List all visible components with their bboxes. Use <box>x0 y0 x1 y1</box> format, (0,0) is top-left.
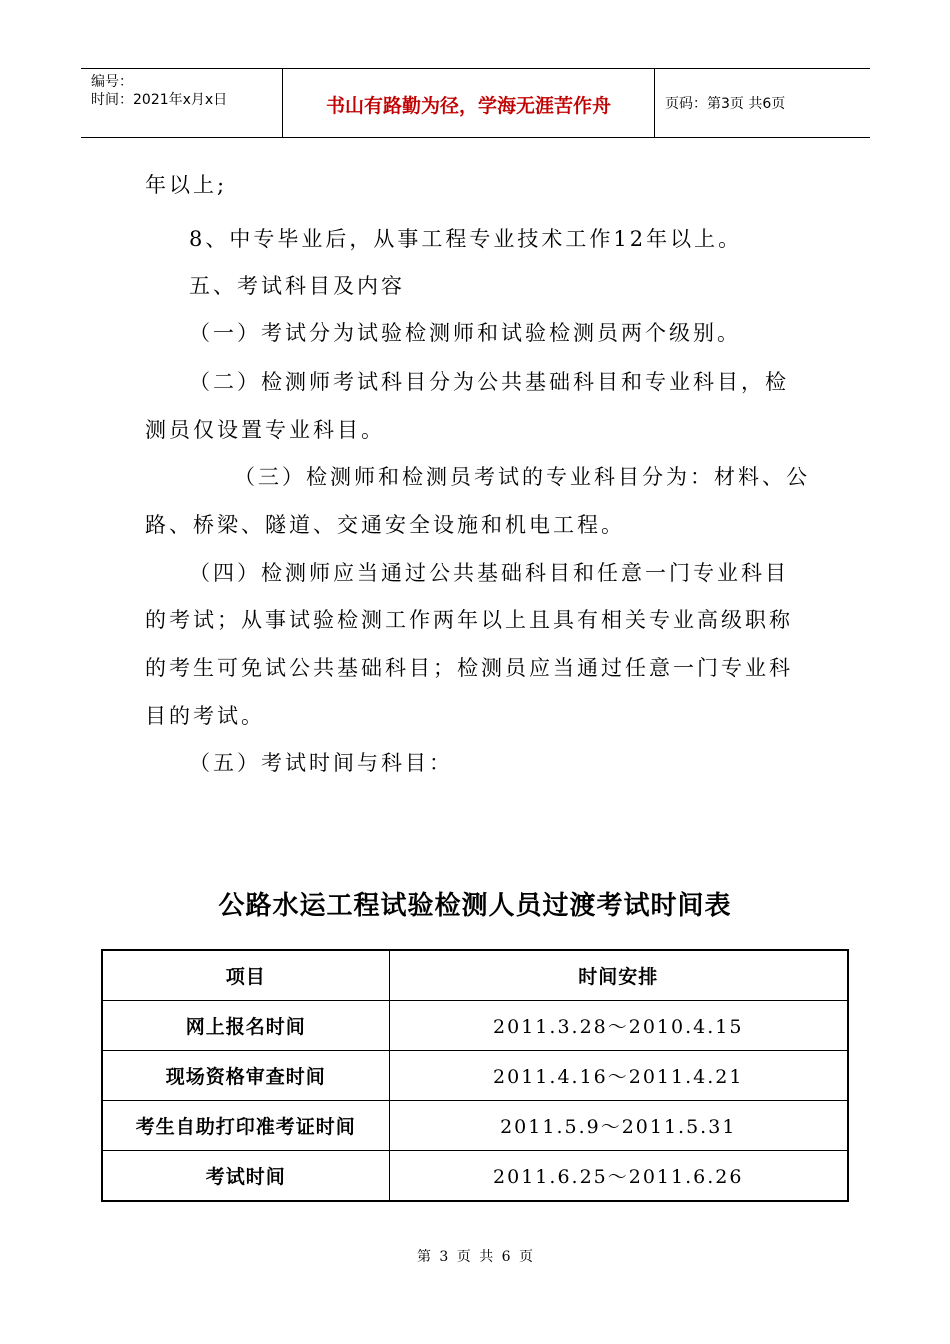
body-line: （三）检测师和检测员考试的专业科目分为：材料、公 <box>234 465 810 489</box>
body-line: 的考生可免试公共基础科目；检测员应当通过任意一门专业科 <box>145 656 793 680</box>
body-line: 的考试；从事试验检测工作两年以上且具有相关专业高级职称 <box>145 608 793 632</box>
time-cell: 2011.3.28～2010.4.15 <box>389 1001 848 1051</box>
time-cell: 2011.4.16～2011.4.21 <box>389 1051 848 1101</box>
header-meta <box>91 73 227 109</box>
schedule-table <box>101 949 849 1202</box>
section-heading: 五、考试科目及内容 <box>189 274 405 298</box>
body-line: （一）考试分为试验检测师和试验检测员两个级别。 <box>189 321 741 345</box>
item-cell: 考试时间 <box>102 1151 389 1202</box>
table-title: 公路水运工程试验检测人员过渡考试时间表 <box>218 891 732 921</box>
body-line: （四）检测师应当通过公共基础科目和任意一门专业科目 <box>189 561 789 585</box>
table-row <box>102 1101 848 1151</box>
item-cell: 现场资格审查时间 <box>102 1051 389 1101</box>
column-header-item: 项目 <box>102 950 389 1001</box>
table-row <box>102 1001 848 1051</box>
header-time-label: 时间：2021年x月x日 <box>91 92 228 108</box>
body-line: 路、桥梁、隧道、交通安全设施和机电工程。 <box>145 513 625 537</box>
time-cell: 2011.6.25～2011.6.26 <box>389 1151 848 1202</box>
page-footer: 第 3 页 共 6 页 <box>416 1249 534 1265</box>
header-number-label: 编号： <box>91 74 133 90</box>
item-cell: 考生自助打印准考证时间 <box>102 1101 389 1151</box>
body-line: 测员仅设置专业科目。 <box>145 418 385 442</box>
header-motto: 书山有路勤为径，学海无涯苦作舟 <box>325 95 611 117</box>
body-line: 年以上; <box>145 173 228 197</box>
table-row <box>102 1151 848 1202</box>
time-cell: 2011.5.9～2011.5.31 <box>389 1101 848 1151</box>
column-header-time: 时间安排 <box>389 950 848 1001</box>
body-line: 8、中专毕业后，从事工程专业技术工作12年以上。 <box>189 227 743 251</box>
body-line: 目的考试。 <box>145 704 265 728</box>
item-cell: 网上报名时间 <box>102 1001 389 1051</box>
header-page-info: 页码：第3页 共6页 <box>665 96 786 112</box>
table-row <box>102 1051 848 1101</box>
table-header-row <box>102 950 848 1001</box>
body-line: （五）考试时间与科目： <box>189 751 453 775</box>
header-divider <box>654 69 655 137</box>
body-line: （二）检测师考试科目分为公共基础科目和专业科目，检 <box>189 370 789 394</box>
page-header <box>81 68 870 138</box>
